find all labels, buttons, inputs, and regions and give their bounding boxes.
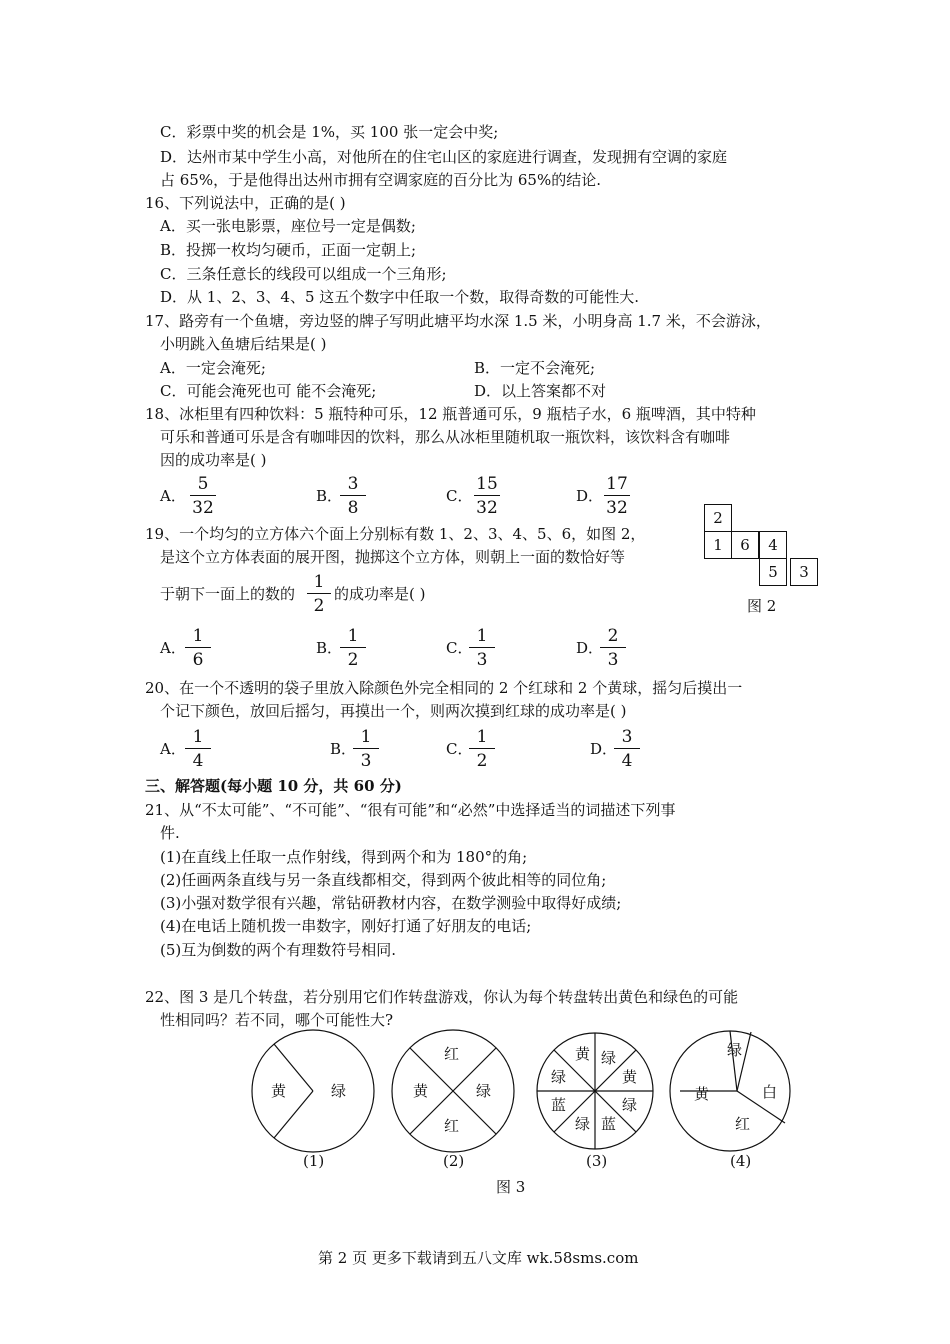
q20-option-d-label: D． — [590, 740, 618, 758]
q21-item-5: (5)互为倒数的两个有理数符号相同. — [160, 941, 397, 959]
spinner-4-label: 红 — [735, 1115, 751, 1133]
q18-option-d-label: D． — [576, 487, 604, 505]
spinner-3-label: 蓝 — [551, 1096, 567, 1114]
q20-option-b-label: B． — [330, 740, 357, 758]
q20-option-a-fraction — [182, 727, 214, 771]
spinner-2-label: 红 — [444, 1045, 460, 1063]
spinner-2-caption: (2) — [443, 1152, 465, 1170]
numerator: 3 — [621, 727, 633, 747]
q20-option-d-fraction — [611, 727, 643, 771]
q21-item-2: (2)任画两条直线与另一条直线都相交，得到两个彼此相等的同位角; — [160, 871, 607, 889]
q17-stem-line1: 17、路旁有一个鱼塘，旁边竖的牌子写明此塘平均水深 1.5 米，小明身高 1.7 米，不会游泳， — [145, 312, 771, 330]
numerator: 1 — [192, 626, 204, 646]
denominator: 4 — [621, 751, 633, 771]
q20-option-a-label: A． — [160, 740, 186, 758]
q19-stem-line3-start: 于朝下一面上的数的 — [160, 585, 296, 603]
q18-stem-line3: 因的成功率是( ) — [160, 451, 267, 469]
numerator: 1 — [476, 626, 488, 646]
denominator: 6 — [192, 650, 204, 670]
spinner-2-label: 红 — [444, 1117, 460, 1135]
q19-option-c-label: C． — [446, 639, 473, 657]
denominator: 3 — [476, 650, 488, 670]
q20-option-b-fraction — [350, 727, 382, 771]
q22-stem-line2: 性相同吗？若不同，哪个可能性大? — [160, 1011, 394, 1029]
q21-stem-line1: 21、从“不太可能”、“不可能”、“很有可能”和“必然”中选择适当的词描述下列事 — [145, 801, 676, 819]
numerator: 3 — [347, 474, 359, 494]
spinner-3-label: 绿 — [575, 1115, 591, 1133]
numerator: 1 — [360, 727, 372, 747]
q16-option-d: D．从 1、2、3、4、5 这五个数字中任取一个数，取得奇数的可能性大. — [160, 288, 640, 306]
figure-2-caption: 图 2 — [747, 597, 777, 615]
figure-3-spinners — [240, 1028, 778, 1178]
denominator: 32 — [476, 498, 498, 518]
q19-stem-line2: 是这个立方体表面的展开图，抛掷这个立方体，则朝上一面的数恰好等 — [160, 548, 626, 566]
q19-option-a-fraction — [182, 626, 214, 670]
denominator: 4 — [192, 751, 204, 771]
q18-option-a-fraction — [187, 474, 219, 518]
numerator: 1 — [313, 572, 325, 592]
net-cell-5: 5 — [759, 558, 787, 586]
numerator: 2 — [607, 626, 619, 646]
q18-option-b-fraction — [337, 474, 369, 518]
q19-stem-line1: 19、一个均匀的立方体六个面上分别标有数 1、2、3、4、5、6，如图 2， — [145, 525, 646, 543]
q20-option-c-label: C． — [446, 740, 473, 758]
spinner-2-label: 绿 — [476, 1082, 492, 1100]
q19-stem-fraction — [304, 572, 334, 616]
q17-option-c: C．可能会淹死也可 能不会淹死; — [160, 382, 377, 400]
denominator: 32 — [192, 498, 214, 518]
spinner-4-divider — [730, 1031, 737, 1091]
q15-option-d-line1: D．达州市某中学生小高，对他所在的住宅山区的家庭进行调查，发现拥有空调的家庭 — [160, 148, 728, 166]
q19-option-b-label: B． — [316, 639, 343, 657]
q15-option-d-line2: 占 65%，于是他得出达州市拥有空调家庭的百分比为 65%的结论. — [160, 171, 601, 189]
denominator: 8 — [347, 498, 359, 518]
q21-stem-line2: 件. — [160, 824, 180, 842]
spinner-3-caption: (3) — [586, 1152, 608, 1170]
spinner-1-label: 黄 — [271, 1082, 287, 1100]
q18-stem-line2: 可乐和普通可乐是含有咖啡因的饮料，那么从冰柜里随机取一瓶饮料，该饮料含有咖啡 — [160, 428, 731, 446]
q15-option-c: C．彩票中奖的机会是 1%，买 100 张一定会中奖; — [160, 123, 499, 141]
denominator: 2 — [313, 596, 325, 616]
q19-option-c-fraction — [466, 626, 498, 670]
q18-option-b-label: B． — [316, 487, 343, 505]
spinner-4-label: 绿 — [727, 1041, 743, 1059]
spinner-1-label: 绿 — [331, 1082, 347, 1100]
q16-option-b: B．投掷一枚均匀硬币，正面一定朝上; — [160, 241, 417, 259]
q17-stem-line2: 小明跳入鱼塘后结果是( ) — [160, 335, 327, 353]
spinner-4-caption: (4) — [730, 1152, 752, 1170]
q21-item-1: (1)在直线上任取一点作射线，得到两个和为 180°的角; — [160, 848, 528, 866]
spinner-3-label: 绿 — [601, 1049, 617, 1067]
net-cell-1: 1 — [704, 531, 732, 559]
page-footer: 第 2 页 更多下载请到五八文库 wk.58sms.com — [318, 1249, 639, 1267]
numerator: 1 — [192, 727, 204, 747]
q21-item-4: (4)在电话上随机拨一串数字，刚好打通了好朋友的电话; — [160, 917, 532, 935]
net-cell-2: 2 — [704, 504, 732, 532]
q16-option-c: C．三条任意长的线段可以组成一个三角形; — [160, 265, 447, 283]
q19-option-d-fraction — [597, 626, 629, 670]
q18-option-d-fraction — [601, 474, 633, 518]
net-cell-3: 3 — [790, 558, 818, 586]
section-3-heading: 三、解答题(每小题 10 分，共 60 分) — [145, 777, 402, 795]
q20-stem-line2: 个记下颜色，放回后摇匀，再摸出一个，则两次摸到红球的成功率是( ) — [160, 702, 627, 720]
q19-option-d-label: D． — [576, 639, 604, 657]
denominator: 32 — [606, 498, 628, 518]
denominator: 2 — [476, 751, 488, 771]
spinner-3-label: 黄 — [575, 1045, 591, 1063]
q21-item-3: (3)小强对数学很有兴趣，常钻研教材内容，在数学测验中取得好成绩; — [160, 894, 622, 912]
q22-stem-line1: 22、图 3 是几个转盘，若分别用它们作转盘游戏，你认为每个转盘转出黄色和绿色的可能 — [145, 988, 739, 1006]
spinner-3-label: 蓝 — [601, 1115, 617, 1133]
q17-option-d: D．以上答案都不对 — [474, 382, 607, 400]
q16-stem: 16、下列说法中，正确的是( ) — [145, 194, 346, 212]
spinner-3-label: 绿 — [622, 1096, 638, 1114]
q17-option-b: B．一定不会淹死; — [474, 359, 596, 377]
figure-3-caption: 图 3 — [496, 1178, 526, 1196]
denominator: 3 — [360, 751, 372, 771]
spinner-1-caption: (1) — [303, 1152, 325, 1170]
q18-option-c-fraction — [471, 474, 503, 518]
numerator: 1 — [347, 626, 359, 646]
q20-stem-line1: 20、在一个不透明的袋子里放入除颜色外完全相同的 2 个红球和 2 个黄球，摇匀后摸出一 — [145, 679, 743, 697]
q19-option-a-label: A． — [160, 639, 186, 657]
net-cell-4: 4 — [759, 531, 787, 559]
q16-option-a: A．买一张电影票，座位号一定是偶数; — [160, 217, 416, 235]
spinner-4-label: 黄 — [694, 1085, 710, 1103]
q20-option-c-fraction — [466, 727, 498, 771]
q18-stem-line1: 18、冰柜里有四种饮料：5 瓶特种可乐，12 瓶普通可乐，9 瓶桔子水，6 瓶啤酒，其中特种 — [145, 405, 756, 423]
spinner-2-label: 黄 — [413, 1082, 429, 1100]
numerator: 17 — [606, 474, 628, 494]
spinner-4-label: 白 — [762, 1083, 778, 1101]
q18-option-a-label: A． — [160, 487, 186, 505]
numerator: 1 — [476, 727, 488, 747]
q18-option-c-label: C． — [446, 487, 473, 505]
spinner-3-label: 黄 — [622, 1068, 638, 1086]
numerator: 5 — [197, 474, 209, 494]
denominator: 2 — [347, 650, 359, 670]
numerator: 15 — [476, 474, 498, 494]
spinner-3-label: 绿 — [551, 1068, 567, 1086]
net-cell-6: 6 — [731, 531, 759, 559]
q19-option-b-fraction — [337, 626, 369, 670]
q17-option-a: A．一定会淹死; — [160, 359, 266, 377]
q19-stem-line3-end: 的成功率是( ) — [334, 585, 426, 603]
denominator: 3 — [607, 650, 619, 670]
